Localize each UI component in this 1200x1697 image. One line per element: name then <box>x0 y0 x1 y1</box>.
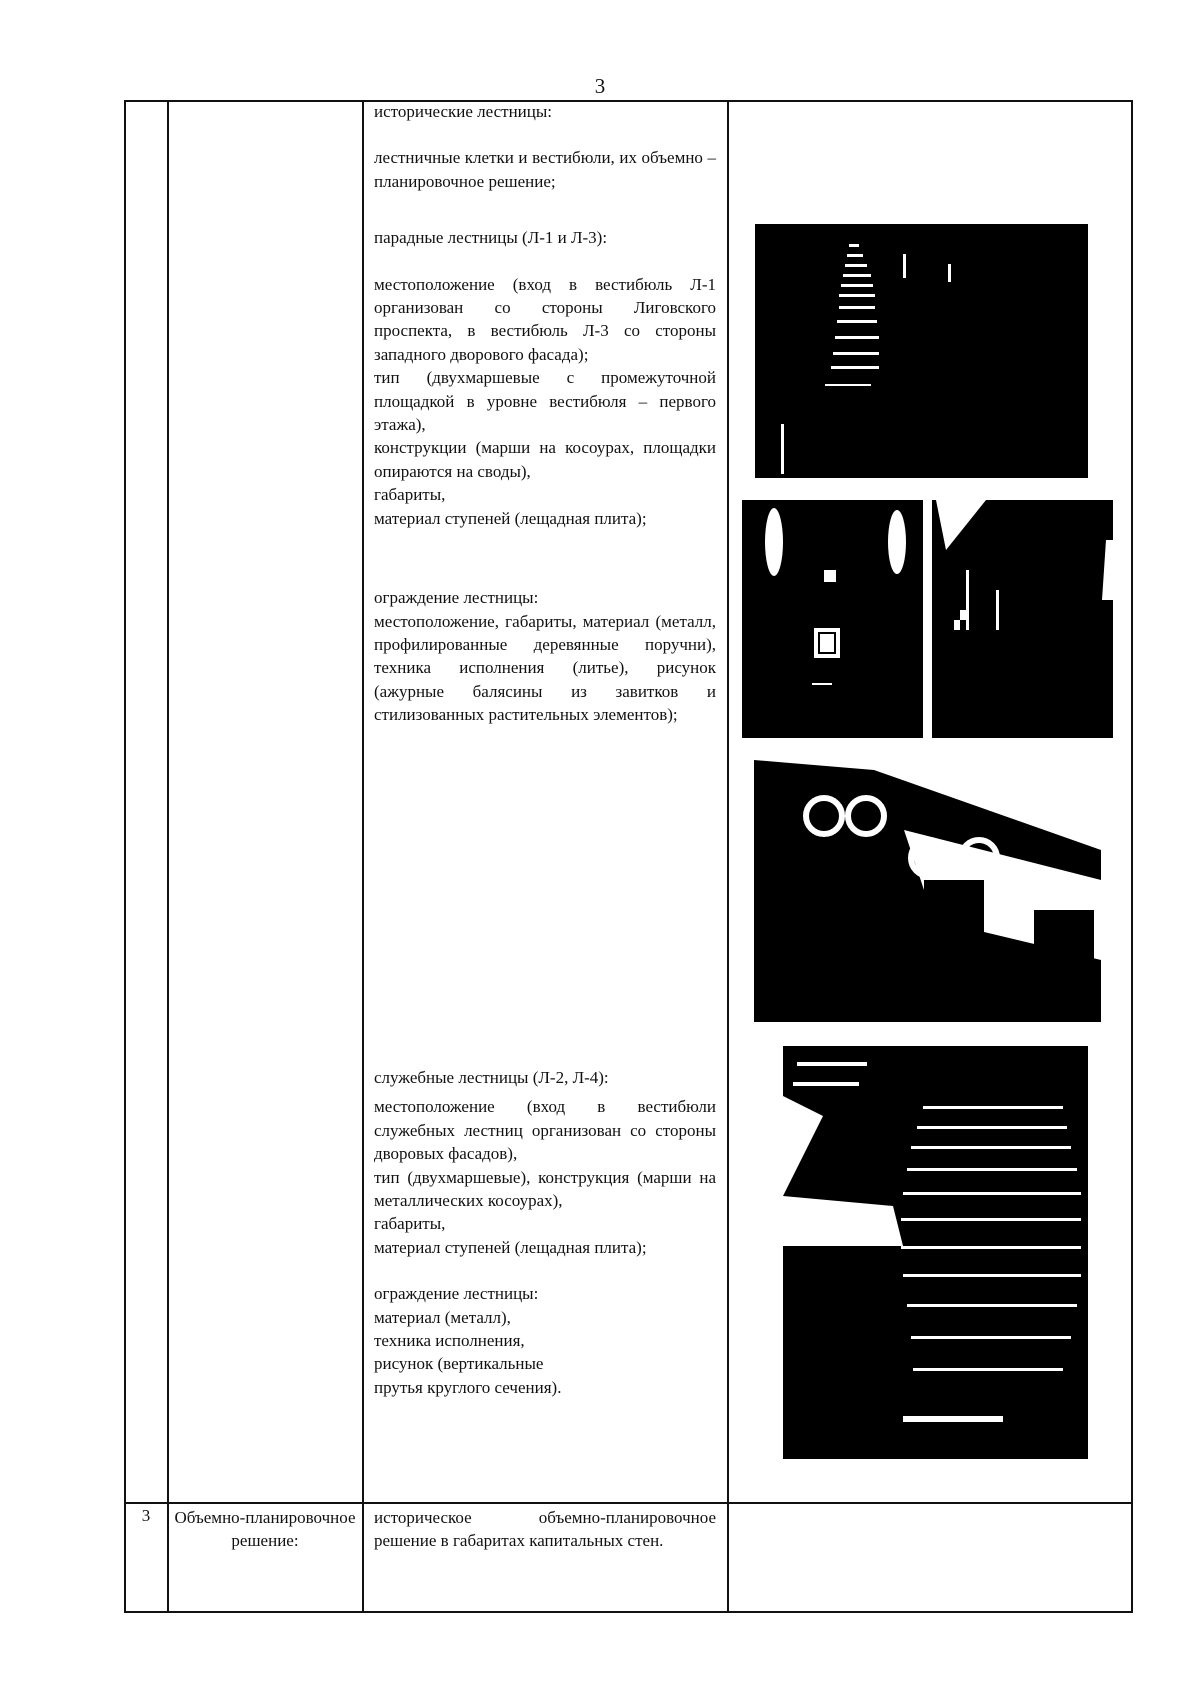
text-line: ограждение лестницы: <box>374 588 539 608</box>
text-line: служебные лестницы (Л-2, Л-4): <box>374 1068 609 1087</box>
row-3-description <box>374 1506 716 1553</box>
table-col-divider-3 <box>727 100 729 1613</box>
photo-cast-iron-balusters <box>754 760 1101 1022</box>
text-line: лестничные клетки и вестибюли, их объемно – планировочное решение; <box>374 148 716 191</box>
spacer <box>374 553 716 576</box>
text-line: материал ступеней (лещадная плита); <box>374 508 647 528</box>
text-line: материал ступеней (лещадная плита); <box>374 1237 647 1257</box>
text-line: местоположение (вход в вестибюли служебных лестниц организован со стороны дворовых фасадов), <box>374 1097 716 1164</box>
text-line: рисунок (вертикальные <box>374 1354 544 1374</box>
text-line: материал (металл), <box>374 1307 511 1327</box>
photo-staircase-railing-view <box>926 500 1113 738</box>
row-number-3: 3 <box>141 1506 151 1525</box>
text-line: габариты, <box>374 1214 446 1234</box>
photo-main-staircase-flight <box>755 224 1088 478</box>
page-number: 3 <box>594 74 606 98</box>
spacer <box>374 530 716 553</box>
spacer <box>374 193 716 216</box>
text-line: тип (двухмаршевые с промежуточной площадкой в уровне вестибюля – первого этажа), <box>374 368 716 435</box>
service-staircases-description <box>374 1066 716 1399</box>
spacer <box>374 1259 716 1282</box>
text-line: габариты, <box>374 485 446 505</box>
table-col-divider-2 <box>362 100 364 1613</box>
text-line: тип (двухмаршевые), конструкция (марши на металлических косоурах), <box>374 1167 716 1211</box>
table-border-right <box>1131 100 1133 1613</box>
table-border-left <box>124 100 126 1613</box>
text-line: ограждение лестницы: <box>374 1284 539 1304</box>
text-line: исторические лестницы: <box>374 102 553 121</box>
spacer <box>374 123 716 146</box>
text-line: местоположение (вход в вестибюль Л-1 организован со стороны Лиговского проспекта, в вестибюль Л-3 со стороны западного дворового фасада); <box>374 274 716 364</box>
row-3-name: Объемно-планировочное решение: <box>174 1508 356 1551</box>
table-border-bottom <box>124 1611 1133 1613</box>
table-row-divider <box>124 1502 1133 1504</box>
text-line: конструкции (марши на косоурах, площадки опираются на своды), <box>374 438 716 481</box>
text-line: парадные лестницы (Л-1 и Л-3): <box>374 228 608 248</box>
text-line: местоположение, габариты, материал (металл, профилированные деревянные поручни), техника исполнения (литье), рисунок (ажурные балясины из завитков и стилизованных растительных элементов); <box>374 611 716 725</box>
text-line: прутья круглого сечения). <box>374 1377 562 1397</box>
staircases-description <box>374 100 716 727</box>
photo-service-staircase <box>783 1046 1088 1459</box>
spacer <box>374 250 716 273</box>
text-line: техника исполнения, <box>374 1331 525 1351</box>
text-line: историческое объемно-планировочное решение в габаритах капитальных стен. <box>374 1508 716 1551</box>
photo-vestibule <box>742 500 923 738</box>
table-col-divider-1 <box>167 100 169 1613</box>
